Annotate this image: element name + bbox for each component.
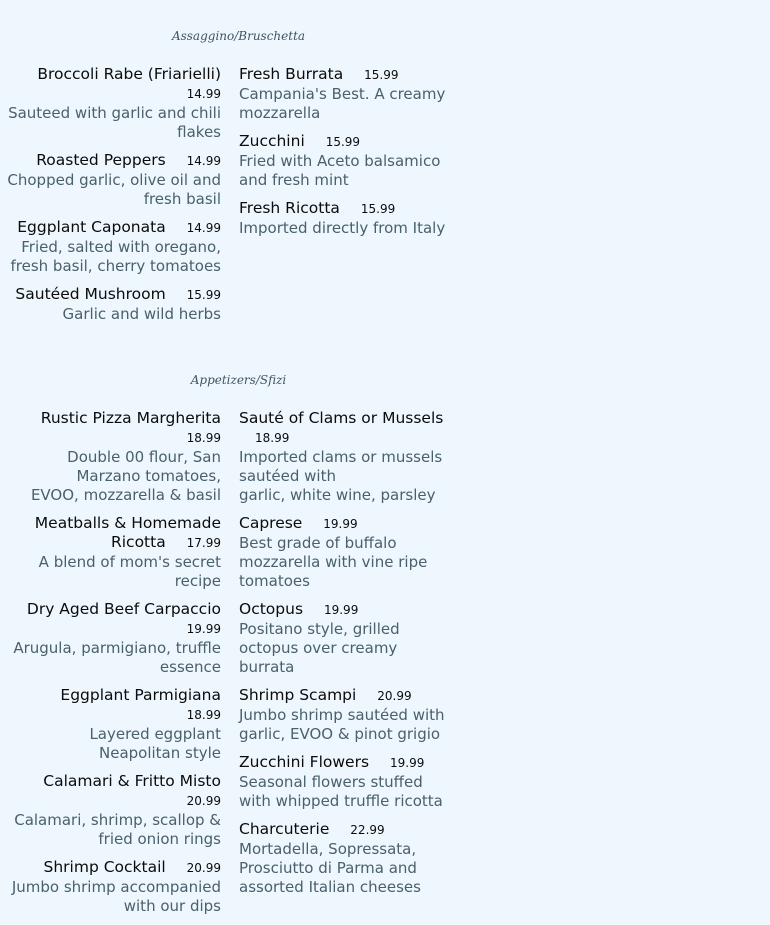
menu-item-header <box>6 514 221 553</box>
menu-item <box>239 820 454 897</box>
assaggino-right-column <box>239 65 454 247</box>
menu-item-description: Mortadella, Sopressata, Prosciutto di Parma and assorted Italian cheeses <box>239 840 421 896</box>
menu-item <box>239 686 454 744</box>
menu-item-header <box>6 686 221 725</box>
menu-item-header <box>6 858 221 878</box>
menu-item <box>6 686 221 763</box>
menu-item-description: Positano style, grilled octopus over creamy burrata <box>239 620 400 676</box>
menu-item-price: 19.99 <box>323 603 359 617</box>
menu-item-header <box>239 514 454 534</box>
menu-item-name: Zucchini Flowers <box>239 753 370 771</box>
menu-item-name: Broccoli Rabe (Friarielli) <box>37 65 221 83</box>
menu-item-description: Fried, salted with oregano, fresh basil, cherry tomatoes <box>10 238 221 275</box>
menu-item-price: 20.99 <box>377 689 412 703</box>
menu-item <box>6 285 221 324</box>
menu-item-name: Fresh Ricotta <box>239 199 340 217</box>
menu-item-description: Best grade of buffalo mozzarella with vine ripe tomatoes <box>239 534 428 590</box>
menu-item-header <box>239 132 454 152</box>
menu-item-name: Charcuterie <box>239 820 330 838</box>
menu-item-description: Jumbo shrimp sautéed with garlic, EVOO & pinot grigio <box>239 706 445 743</box>
menu-item-name: Rustic Pizza Margherita <box>40 409 221 427</box>
menu-item-description: Seasonal flowers stuffed with whipped truffle ricotta <box>239 773 443 810</box>
menu-item-description: A blend of mom's secret recipe <box>38 553 221 590</box>
menu-item-description: Jumbo shrimp accompanied with our dips <box>11 878 221 915</box>
menu-item-price: 14.99 <box>186 154 221 168</box>
menu-item-description: Arugula, parmigiano, truffle essence <box>13 639 221 676</box>
menu-item-name: Fresh Burrata <box>239 65 344 83</box>
menu-item-price: 19.99 <box>389 756 425 770</box>
menu-item-header <box>239 600 454 620</box>
menu-item-name: Caprese <box>239 514 303 532</box>
menu-item-price: 20.99 <box>186 794 221 808</box>
menu-item-header <box>6 600 221 639</box>
menu-item <box>6 151 221 209</box>
menu-item <box>239 600 454 677</box>
menu-item-header <box>6 218 221 238</box>
menu-item-price: 15.99 <box>186 288 221 302</box>
menu-item-name: Meatballs & Homemade Ricotta <box>34 514 221 551</box>
menu-item-description: Calamari, shrimp, scallop & fried onion rings <box>14 811 221 848</box>
menu-item-description: Garlic and wild herbs <box>62 305 221 323</box>
appetizers-left-column <box>6 409 221 925</box>
menu-item-price: 15.99 <box>364 68 399 82</box>
menu-item-name: Sauté of Clams or Mussels <box>239 409 444 427</box>
menu-item-header <box>6 409 221 448</box>
menu-item-price: 19.99 <box>186 622 221 636</box>
menu-item <box>239 514 454 591</box>
menu-item-price: 18.99 <box>186 708 221 722</box>
menu-item-price: 15.99 <box>360 202 396 216</box>
menu-item-name: Octopus <box>239 600 304 618</box>
section-title-assaggino: Assaggino/Bruschetta <box>171 29 306 43</box>
menu-item-name: Sautéed Mushroom <box>15 285 166 303</box>
menu-item-header <box>239 199 454 219</box>
menu-item-name: Roasted Peppers <box>36 151 166 169</box>
menu-item-price: 18.99 <box>186 431 221 445</box>
assaggino-left-column <box>6 65 221 333</box>
menu-item <box>6 600 221 677</box>
menu-item-name: Shrimp Scampi <box>239 686 357 704</box>
menu-item-header <box>239 65 454 85</box>
menu-item-header <box>239 686 454 706</box>
menu-item <box>6 409 221 505</box>
menu-item-description: Chopped garlic, olive oil and fresh basil <box>7 171 221 208</box>
menu-item-description: Imported clams or mussels sautéed with garlic, white wine, parsley <box>239 448 443 504</box>
menu-item <box>239 753 454 811</box>
menu-item-header <box>239 753 454 773</box>
menu-item-name: Shrimp Cocktail <box>43 858 166 876</box>
menu-item-header <box>239 820 454 840</box>
menu-item-description: Imported directly from Italy <box>239 219 446 237</box>
menu-item-price: 22.99 <box>350 823 385 837</box>
menu-item-price: 14.99 <box>186 87 221 101</box>
menu-item <box>6 514 221 591</box>
menu-item-description: Layered eggplant Neapolitan style <box>89 725 221 762</box>
menu-item-header <box>6 772 221 811</box>
menu-item <box>6 65 221 142</box>
menu-item <box>6 218 221 276</box>
menu-item-price: 20.99 <box>186 861 221 875</box>
menu-item-header <box>6 151 221 171</box>
menu-item-price: 15.99 <box>325 135 361 149</box>
appetizers-right-column <box>239 409 454 906</box>
menu-item <box>6 858 221 916</box>
menu-item-name: Dry Aged Beef Carpaccio <box>26 600 221 618</box>
section-title-appetizers: Appetizers/Sfizi <box>190 373 287 387</box>
menu-item-name: Eggplant Parmigiana <box>60 686 221 704</box>
menu-item <box>6 772 221 849</box>
menu-item <box>239 409 454 505</box>
menu-item-header <box>6 65 221 104</box>
menu-item-description: Campania's Best. A creamy mozzarella <box>239 85 446 122</box>
menu-item-price: 19.99 <box>323 517 358 531</box>
menu-item-price: 17.99 <box>186 536 221 550</box>
menu-item-name: Eggplant Caponata <box>17 218 166 236</box>
menu-item-name: Calamari & Fritto Misto <box>43 772 221 790</box>
menu-item-price: 14.99 <box>186 221 221 235</box>
menu-item-price: 18.99 <box>255 431 290 445</box>
menu-item <box>239 199 454 238</box>
menu-item-description: Fried with Aceto balsamico and fresh mint <box>239 152 441 189</box>
menu-item <box>239 132 454 190</box>
menu-item-description: Sauteed with garlic and chili flakes <box>8 104 221 141</box>
menu-item-description: Double 00 flour, San Marzano tomatoes, EVOO, mozzarella & basil <box>30 448 221 504</box>
menu-item-name: Zucchini <box>239 132 305 150</box>
menu-item <box>239 65 454 123</box>
menu-item-header <box>239 409 454 448</box>
menu-item-header <box>6 285 221 305</box>
